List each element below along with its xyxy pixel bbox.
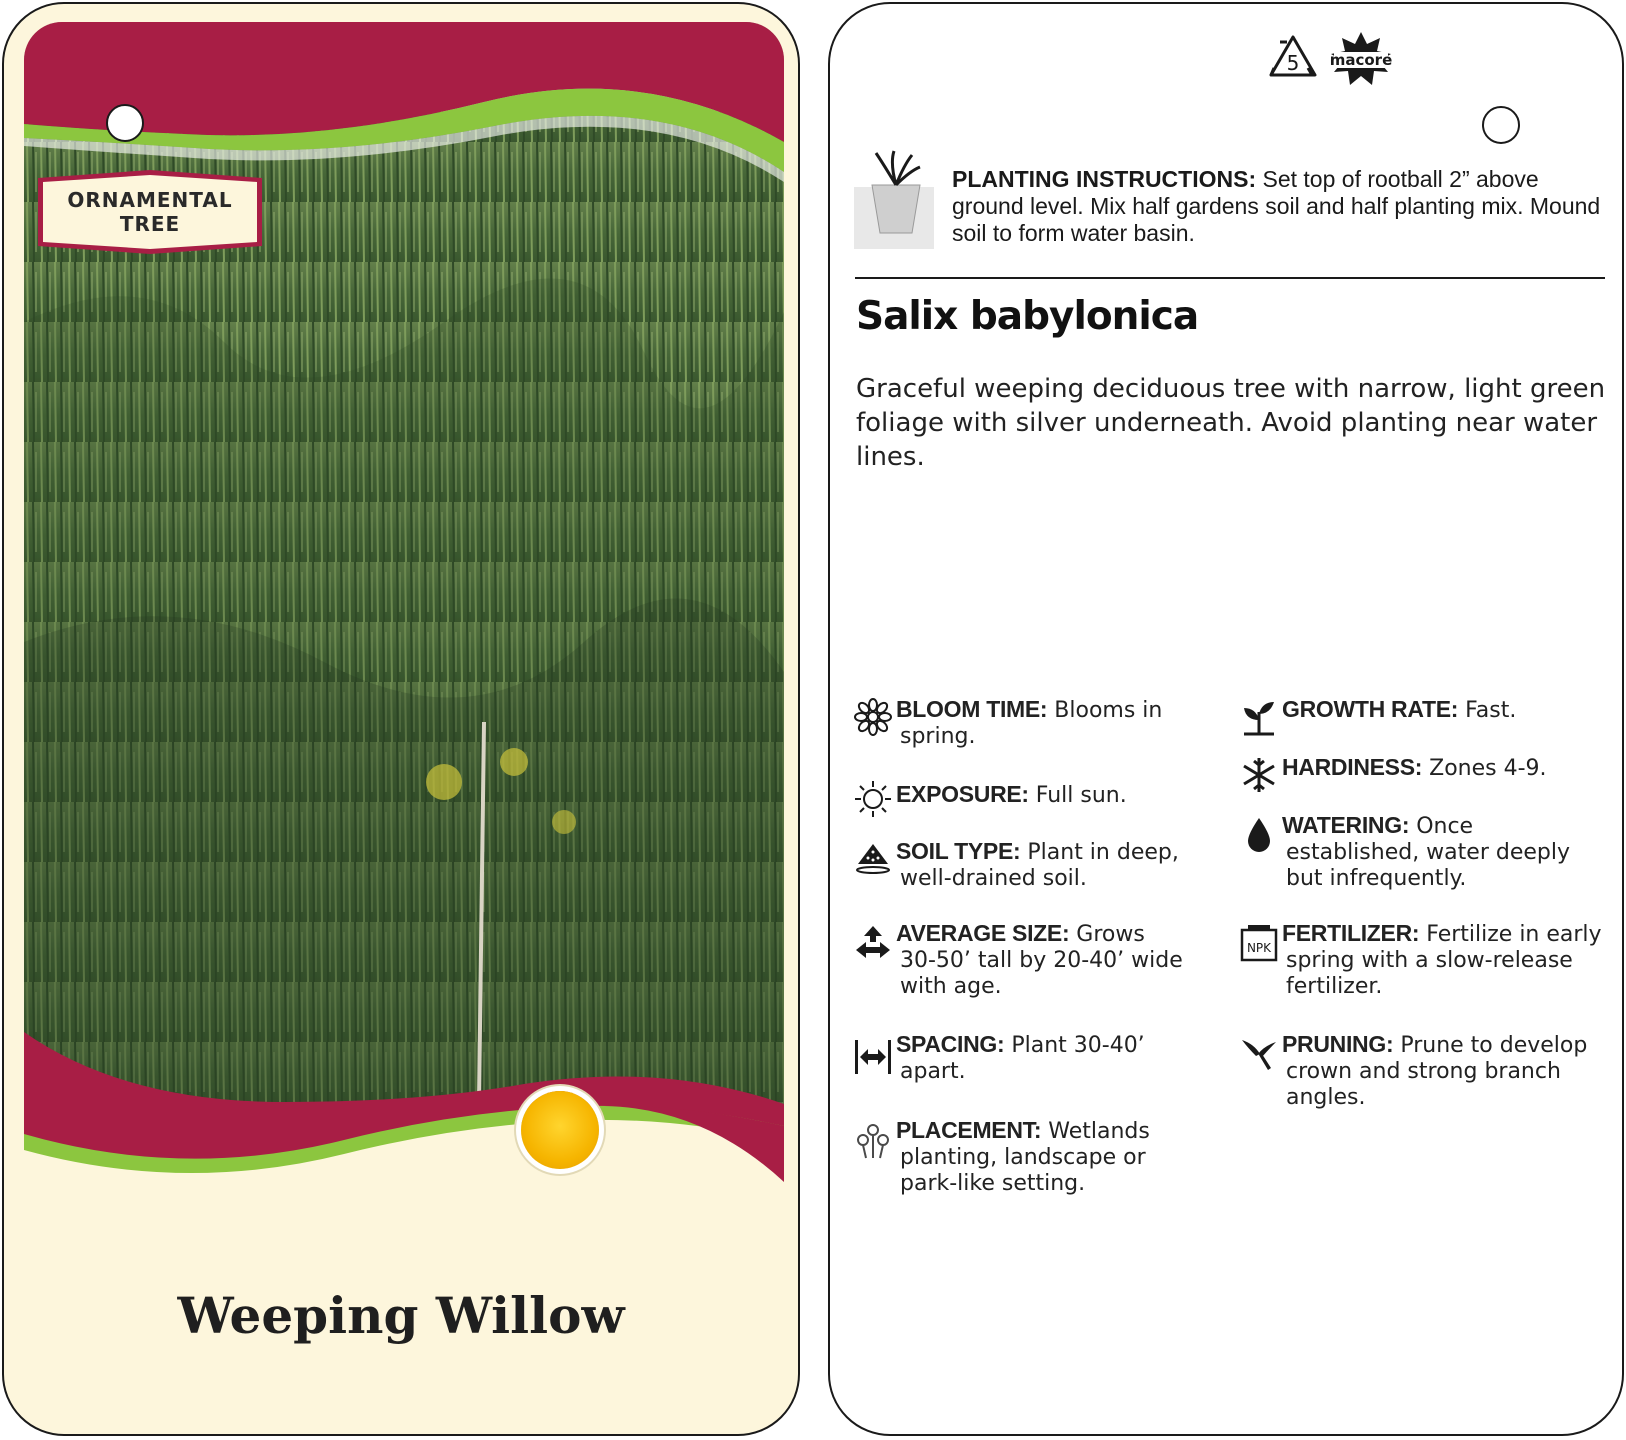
attr-watering xyxy=(1282,812,1624,892)
instructions-label: PLANTING INSTRUCTIONS: xyxy=(952,166,1257,192)
size-line1: Grows xyxy=(1069,922,1145,947)
size-label: AVERAGE SIZE: xyxy=(896,920,1070,946)
watering-label: WATERING: xyxy=(1282,812,1410,838)
sprout-icon xyxy=(1240,698,1278,736)
placement-line3: park-like setting. xyxy=(900,1171,1086,1196)
watering-line3: but infrequently. xyxy=(1286,866,1467,891)
pruners-icon xyxy=(1240,1036,1278,1074)
pruning-label: PRUNING: xyxy=(1282,1031,1394,1057)
water-drop-icon xyxy=(1240,816,1278,854)
size-line2: 30-50’ tall by 20-40’ wide xyxy=(900,948,1183,973)
attr-average-size xyxy=(896,920,1256,1000)
back-card xyxy=(828,2,1624,1436)
macore-brand: macore xyxy=(1329,51,1393,69)
attr-spacing xyxy=(896,1031,1256,1085)
spacing-line1: Plant 30-40’ xyxy=(1004,1033,1145,1058)
instructions-text: Set top of rootball 2” above ground level. Mix half gardens soil and half planting mix. Mound soil to form water basin. xyxy=(952,166,1601,246)
attr-fertilizer xyxy=(1282,920,1624,1000)
common-name: Weeping Willow xyxy=(177,1286,625,1345)
macore-logo-icon xyxy=(1326,30,1396,88)
soil-label: SOIL TYPE: xyxy=(896,838,1021,864)
watering-line1: Once xyxy=(1409,814,1474,839)
bloom-line2: spring. xyxy=(900,724,976,749)
attr-hardiness xyxy=(1282,754,1624,782)
attr-bloom-time xyxy=(896,696,1256,750)
divider xyxy=(855,277,1605,279)
soil-line2: well-drained soil. xyxy=(900,866,1087,891)
hardiness-label: HARDINESS: xyxy=(1282,754,1423,780)
growth-line1: Fast. xyxy=(1458,698,1517,723)
category-badge-text xyxy=(38,188,262,236)
spacing-line2: apart. xyxy=(900,1059,966,1084)
recycle-icon xyxy=(1268,34,1318,80)
pruning-line3: angles. xyxy=(1286,1085,1366,1110)
growth-label: GROWTH RATE: xyxy=(1282,696,1459,722)
fertilizer-line1: Fertilize in early xyxy=(1419,922,1602,947)
hang-hole xyxy=(106,104,144,142)
spacing-arrows-icon xyxy=(854,1038,892,1076)
attr-soil-type xyxy=(896,838,1256,892)
full-sun-icon xyxy=(521,1091,599,1169)
exposure-label: EXPOSURE: xyxy=(896,781,1029,807)
placement-line2: planting, landscape or xyxy=(900,1145,1146,1170)
hang-hole xyxy=(1482,106,1520,144)
badge-line2: TREE xyxy=(119,212,181,236)
attr-placement xyxy=(896,1117,1256,1197)
placement-label: PLACEMENT: xyxy=(896,1117,1042,1143)
bloom-line1: Blooms in xyxy=(1047,698,1163,723)
fertilizer-line2: spring with a slow-release xyxy=(1286,948,1573,973)
soil-icon xyxy=(854,838,892,876)
spacing-label: SPACING: xyxy=(896,1031,1005,1057)
potted-plant-icon xyxy=(854,149,934,251)
sun-icon xyxy=(854,780,892,818)
bloom-label: BLOOM TIME: xyxy=(896,696,1048,722)
attr-growth-rate xyxy=(1282,696,1624,724)
attr-exposure xyxy=(896,781,1256,809)
badge-line1: ORNAMENTAL xyxy=(67,188,233,212)
attr-pruning xyxy=(1282,1031,1624,1111)
fertilizer-label: FERTILIZER: xyxy=(1282,920,1420,946)
soil-line1: Plant in deep, xyxy=(1020,840,1179,865)
placement-line1: Wetlands xyxy=(1041,1119,1150,1144)
scientific-name: Salix babylonica xyxy=(856,294,1199,339)
front-card xyxy=(2,2,800,1436)
npk-text: NPK xyxy=(1246,941,1272,955)
plant-description: Graceful weeping deciduous tree with narrow, light green foliage with silver underneath. Avoid planting near water lines. xyxy=(856,374,1606,472)
plants-icon xyxy=(854,1122,892,1160)
snowflake-icon xyxy=(1240,756,1278,794)
size-line3: with age. xyxy=(900,974,1002,999)
npk-icon xyxy=(1240,924,1278,962)
recycle-number: 5 xyxy=(1286,51,1300,75)
watering-line2: established, water deeply xyxy=(1286,840,1570,865)
pruning-line2: crown and strong branch xyxy=(1286,1059,1561,1084)
hardiness-line1: Zones 4-9. xyxy=(1422,756,1547,781)
flower-icon xyxy=(854,698,892,736)
exposure-line1: Full sun. xyxy=(1028,783,1127,808)
pruning-line1: Prune to develop xyxy=(1393,1033,1588,1058)
fertilizer-line3: fertilizer. xyxy=(1286,974,1383,999)
size-arrows-icon xyxy=(854,924,892,962)
planting-instructions xyxy=(952,166,1612,247)
